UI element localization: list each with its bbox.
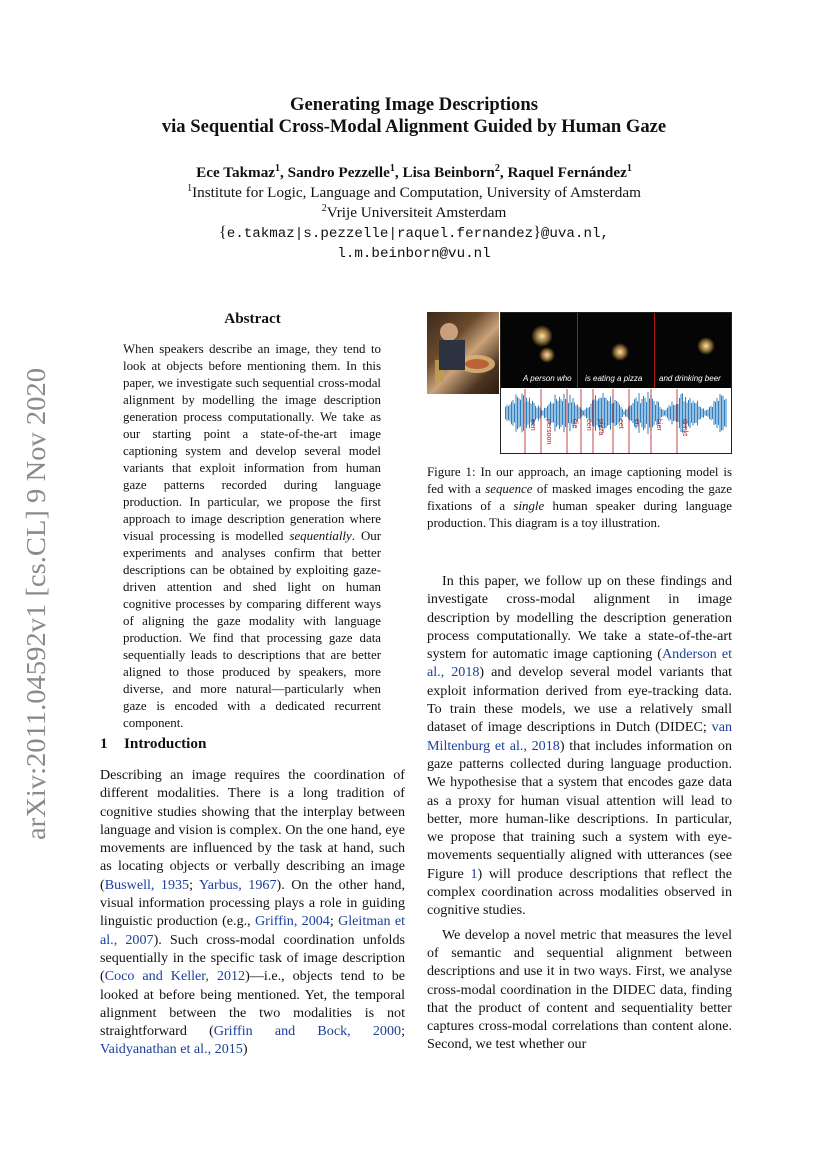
waveform-bar xyxy=(528,401,529,424)
waveform-bar xyxy=(702,409,703,418)
waveform-bar xyxy=(703,408,704,417)
waveform-bar xyxy=(639,393,640,433)
waveform-bar xyxy=(709,407,710,419)
arxiv-id: arXiv:2011.04592v1 [cs.CL] 9 Nov 2020 xyxy=(21,394,51,840)
waveform-bar xyxy=(699,406,700,420)
citation-link[interactable]: Griffin, 2004 xyxy=(254,913,330,930)
waveform-bar xyxy=(672,402,673,425)
waveform-bar xyxy=(643,396,644,430)
waveform-bar xyxy=(513,400,514,426)
author-name: Ece Takmaz xyxy=(196,164,276,181)
waveform-bar xyxy=(715,402,716,424)
intro-left-column xyxy=(100,766,405,1059)
waveform-bar xyxy=(610,396,611,429)
waveform-bar xyxy=(652,399,653,428)
waveform-bar xyxy=(679,398,680,428)
word-label: eet xyxy=(617,419,624,429)
waveform-bar xyxy=(615,400,616,426)
waveform-bar xyxy=(642,399,643,427)
word-label: pizza xyxy=(597,419,604,436)
author-names: Ece Takmaz$^1$, Sandro Pezzelle$^1$, Lisa Beinborn$^2$, Raquel Fernández$^1$ xyxy=(196,163,632,181)
citation-link[interactable]: van Miltenburg et al., 2018 xyxy=(427,719,732,754)
affiliation-2: $^2$Vrije Universiteit Amsterdam xyxy=(321,203,507,221)
gaze-fixation xyxy=(611,343,629,361)
waveform-bar xyxy=(583,411,584,415)
waveform-bar xyxy=(696,403,697,423)
title-line-1: Generating Image Descriptions xyxy=(290,94,538,115)
arxiv-stamp xyxy=(17,365,53,840)
waveform-bar xyxy=(646,402,647,424)
waveform-bar xyxy=(568,403,569,423)
abstract-text: When speakers describe an image, they tend to look at objects before mentioning them. In this paper, we investigate such sequential cross-modal alignment by modelling the image description generation process computationally. We take as our starting point a state-of-the-art image captioning system and develop several model variants that exploit information from human gaze patterns recorded during language production. In particular, we propose the first approach to image description generation where visual processing is modelled sequentially. Our experiments and analyses confirm that better descriptions can be obtained by exploiting gaze-driven attention and shed light on human cognitive processes by comparing different ways of aligning the gaze modality with language production. We find that processing gaze data sequentially leads to descriptions that are better aligned to those produced by speakers, more diverse, and more natural—particularly when gaze is encoded with a dedicated recurrent component. xyxy=(123,342,381,730)
waveform-bar xyxy=(624,411,625,415)
word-label: drinkt xyxy=(681,419,688,437)
citation-link[interactable]: Yarbus, 1967 xyxy=(199,876,277,893)
affiliation-1: $^1$Institute for Logic, Language and Computation, University of Amsterdam xyxy=(187,183,641,201)
waveform-bar xyxy=(570,395,571,431)
author-affil-mark: 1 xyxy=(275,163,281,174)
waveform-bar xyxy=(673,405,674,421)
waveform-bar xyxy=(666,410,667,417)
waveform-bar xyxy=(705,411,706,416)
waveform-bar xyxy=(616,401,617,425)
waveform-bar xyxy=(622,409,623,417)
waveform-bar xyxy=(544,408,545,418)
waveform-bar xyxy=(586,408,587,419)
word-label: bier xyxy=(655,419,662,431)
waveform-bar xyxy=(712,407,713,419)
waveform-bar xyxy=(543,410,544,415)
waveform-bar xyxy=(559,397,560,429)
waveform-bar xyxy=(678,404,679,422)
waveform-bar xyxy=(585,410,586,417)
waveform-bar xyxy=(555,395,556,432)
abstract-heading: Abstract xyxy=(224,310,281,327)
gaze-fixation xyxy=(531,325,553,347)
waveform-bar xyxy=(693,401,694,425)
waveform-bar xyxy=(669,405,670,421)
waveform-bar xyxy=(514,403,515,422)
waveform-bar xyxy=(537,408,538,419)
waveform-bar xyxy=(510,404,511,421)
word-label: en xyxy=(633,419,640,427)
waveform-bar xyxy=(663,410,664,417)
waveform-bar xyxy=(519,398,520,427)
section-heading xyxy=(100,735,405,753)
waveform-bar xyxy=(721,395,722,430)
waveform-bar xyxy=(556,399,557,427)
waveform-bar xyxy=(670,406,671,419)
waveform-bar xyxy=(720,394,721,432)
speech-waveform xyxy=(501,389,731,453)
waveform-bar xyxy=(520,400,521,427)
word-label: een xyxy=(529,419,536,431)
citation-link[interactable]: Anderson et al., 2018 xyxy=(427,646,732,681)
waveform-bar xyxy=(718,401,719,425)
waveform-bar xyxy=(648,392,649,434)
waveform-bar xyxy=(700,407,701,419)
waveform-bar xyxy=(582,410,583,417)
masked-images xyxy=(501,313,731,388)
waveform-bar xyxy=(547,406,548,420)
waveform-bar xyxy=(540,407,541,418)
citation-link[interactable]: Vaidyanathan et al., 2015 xyxy=(100,1041,243,1058)
phrase-label: A person who xyxy=(523,374,572,383)
figure-caption: Figure 1: In our approach, an image captioning model is fed with a sequence of masked images encoding the gaze fixations of a single human speaker during language production. This diagram is a toy illustration. xyxy=(427,465,732,530)
waveform-bar xyxy=(631,405,632,421)
figure-1 xyxy=(427,312,732,454)
waveform-bar xyxy=(661,409,662,417)
email-list: e.takmaz|s.pezzelle|raquel.fernandez xyxy=(226,226,534,242)
author-affil-mark: 1 xyxy=(626,163,632,174)
waveform-bar xyxy=(507,405,508,421)
waveform-bar xyxy=(564,394,565,432)
figure-ref-link[interactable]: 1 xyxy=(470,865,478,882)
waveform-bar xyxy=(649,399,650,428)
title-line-2: via Sequential Cross-Modal Alignment Guided by Human Gaze xyxy=(161,116,667,137)
waveform-bar xyxy=(565,399,566,427)
waveform-bar xyxy=(645,398,646,429)
paragraph: Describing an image requires the coordination of different modalities. There is a long tradition of cognitive studies showing that the interplay between language and vision is complex. On the one hand, eye movements are influenced by the task at hand, such as locating objects or verbally describing an image (Buswell, 1935; Yarbus, 1967). On the other hand, visual information processing plays a role in guiding linguistic production (e.g., Griffin, 2004; Gleitman et al., 2007). Such cross-modal coordination unfolds sequentially in the specific task of image description (Coco and Keller, 2012)—i.e., objects tend to be looked at before being mentioned. Yet, the temporal alignment between the two modalities is not straightforward (Griffin and Bock, 2000; Vaidyanathan et al., 2015) xyxy=(100,767,406,1058)
author-name: Sandro Pezzelle xyxy=(287,164,390,181)
waveform-bar xyxy=(697,401,698,426)
waveform-bar xyxy=(717,398,718,428)
waveform-bar xyxy=(505,407,506,419)
waveform-bar xyxy=(588,408,589,419)
waveform-bar xyxy=(546,408,547,418)
waveform-bar xyxy=(526,398,527,428)
paragraph: We develop a novel metric that measures the level of semantic and sequential alignment between descriptions and use it in two ways. First, we analyse cross-modal coordination in the DIDEC data, finding that the product of content and sequentiality better captures cross-modal correlations than content alone. Second, we test whether our xyxy=(427,926,732,1053)
email-line-1: {e.takmaz|s.pezzelle|raquel.fernandez}@uva.nl, xyxy=(219,224,609,242)
waveform-bar xyxy=(579,407,580,419)
gaze-fixation xyxy=(697,337,715,355)
waveform-bar xyxy=(553,403,554,422)
waveform-bar xyxy=(535,406,536,420)
word-label: die xyxy=(571,419,578,429)
waveform-bar xyxy=(595,395,596,431)
phrase-label: and drinking beer xyxy=(659,374,721,383)
waveform-bar xyxy=(561,399,562,427)
scene-photo xyxy=(427,312,499,394)
waveform-bar xyxy=(708,409,709,416)
phrase-label: is eating a pizza xyxy=(585,374,643,383)
gaze-panels xyxy=(500,312,732,454)
waveform-bar xyxy=(609,401,610,425)
author-name: Raquel Fernández xyxy=(507,164,627,181)
author-affil-mark: 2 xyxy=(494,163,500,174)
waveform-bar xyxy=(612,403,613,422)
waveform-bar xyxy=(711,406,712,420)
waveform-bar xyxy=(664,411,665,416)
waveform-bar xyxy=(654,401,655,425)
waveform-bar xyxy=(660,407,661,419)
citation-link[interactable]: Buswell, 1935 xyxy=(104,876,190,893)
waveform-bar xyxy=(522,394,523,433)
section-title: Introduction xyxy=(124,735,207,752)
waveform-bar xyxy=(538,405,539,420)
waveform-bar xyxy=(694,403,695,423)
waveform-bar xyxy=(589,407,590,419)
waveform-bar xyxy=(690,398,691,428)
waveform-bar xyxy=(726,399,727,428)
phrase-labels xyxy=(501,371,731,387)
waveform-bar xyxy=(508,406,509,420)
waveform-bar xyxy=(675,405,676,421)
waveform-bar xyxy=(627,409,628,417)
gaze-fixation xyxy=(539,347,555,363)
intro-right-column xyxy=(427,572,732,1054)
citation-link[interactable]: Gleitman et al., 2007 xyxy=(100,913,405,948)
section-number: 1 xyxy=(100,735,108,752)
waveform-bar xyxy=(511,402,512,425)
waveform-bar xyxy=(558,401,559,425)
waveform-bar xyxy=(517,397,518,429)
paragraph: In this paper, we follow up on these findings and investigate cross-modal alignment in image description by modelling the description generation process computationally. We take a state-of-the-art system for automatic image captioning (Anderson et al., 2018) and develop several model variants that exploit information derived from eye-tracking data. To train these models, we use a relatively small dataset of image descriptions in Dutch (DIDEC; van Miltenburg et al., 2018) that includes information on gaze patterns collected during language production. We hypothesise that a system that encodes gaze data as a proxy for human visual attention will lead to better, more human-like descriptions. In particular, we propose that training such a system with eye-movements sequentially aligned with utterances (see Figure 1) will produce descriptions that reflect the complex coordination across modalities observed in cognitive studies. xyxy=(427,573,732,919)
waveform-bar xyxy=(724,400,725,426)
author-name: Lisa Beinborn xyxy=(402,164,495,181)
waveform-bar xyxy=(621,407,622,419)
email-line-2: l.m.beinborn@vu.nl xyxy=(337,246,491,262)
waveform-bar xyxy=(594,399,595,426)
email-domain: @uva.nl, xyxy=(540,226,609,242)
waveform-bar xyxy=(714,401,715,425)
citation-link[interactable]: Griffin and Bock, 2000 xyxy=(213,1023,402,1040)
author-block xyxy=(0,163,828,264)
waveform-bar xyxy=(723,396,724,430)
author-affil-mark: 1 xyxy=(389,163,395,174)
waveform-bar xyxy=(606,398,607,428)
paper-title xyxy=(0,94,828,138)
word-label: een xyxy=(585,419,592,431)
waveform-bar xyxy=(516,394,517,431)
word-label: persoon xyxy=(545,419,552,445)
waveform-bar xyxy=(625,409,626,416)
waveform-bar xyxy=(691,403,692,423)
waveform-bar xyxy=(706,410,707,416)
waveform-bar xyxy=(667,408,668,418)
waveform-bar xyxy=(607,400,608,425)
waveform-bar xyxy=(562,401,563,425)
waveform-bar xyxy=(523,395,524,431)
waveform-bar xyxy=(630,406,631,421)
citation-link[interactable]: Coco and Keller, 2012 xyxy=(104,968,246,985)
